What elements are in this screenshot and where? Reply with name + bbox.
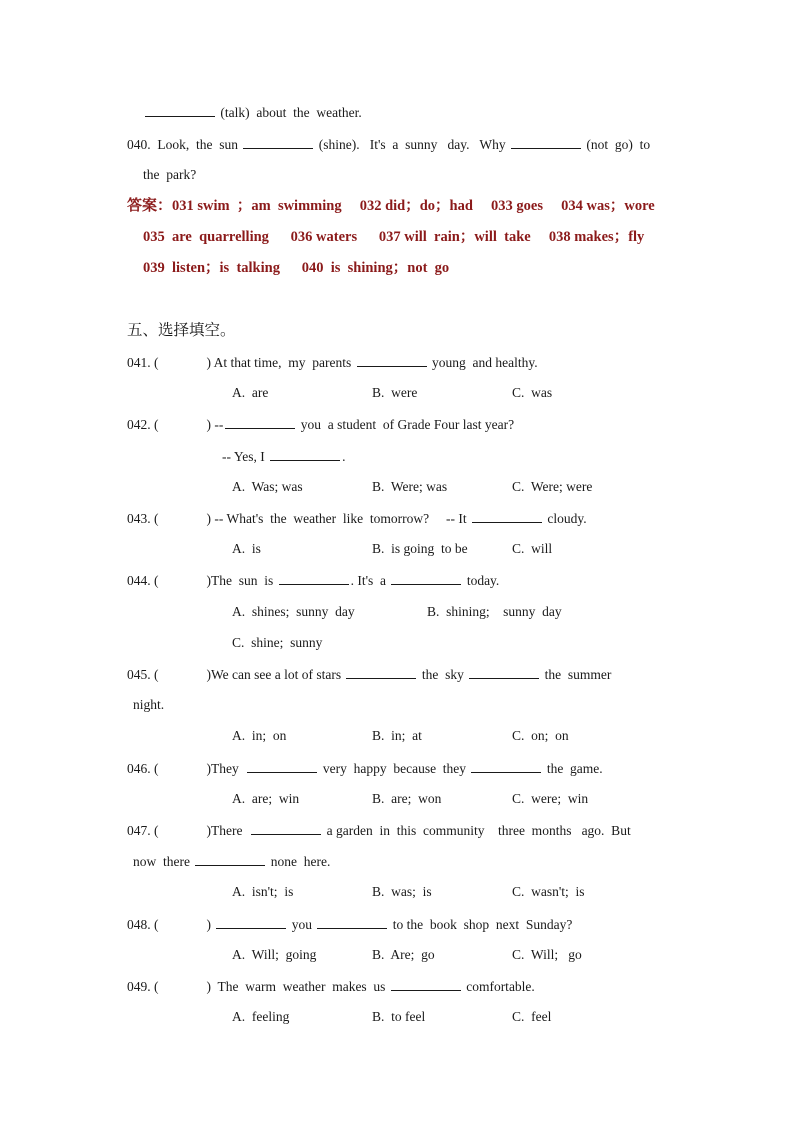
line-1-text: (talk) about the weather. — [220, 105, 362, 120]
question-text: the sky — [421, 667, 464, 682]
answer-key-line-3: 039 listen；is talking 040 is shining；not go — [143, 260, 450, 276]
question-number: 044. ( — [127, 573, 159, 588]
question-text: now there — [133, 854, 190, 869]
option-c: C. Will; go — [512, 947, 582, 962]
line-1 — [143, 104, 362, 121]
question-text: -- What's the weather like tomorrow? -- It — [214, 511, 467, 526]
option-c: C. wasn't; is — [512, 884, 585, 899]
question-text: a garden in this community three months ago. But — [326, 823, 631, 838]
answer-blank — [511, 136, 581, 149]
answer-blank — [145, 104, 215, 117]
question-text: today. — [466, 573, 500, 588]
option-b: B. Were; was — [372, 479, 448, 494]
option-a: A. Was; was — [232, 479, 303, 494]
question-042 — [127, 416, 514, 433]
answer-blank — [195, 853, 265, 866]
question-text: )The sun is — [206, 573, 274, 588]
option-a: A. isn't; is — [232, 884, 294, 899]
option-b: B. are; won — [372, 791, 442, 806]
question-text: )They — [206, 761, 239, 776]
question-text: (not go) to — [586, 137, 651, 152]
option-c: C. Were; were — [512, 479, 593, 494]
question-045-line2: night. — [133, 697, 165, 712]
question-040-line2: the park? — [143, 167, 197, 182]
option-c: C. were; win — [512, 791, 589, 806]
option-c: C. feel — [512, 1009, 552, 1024]
section-title: 五、选择填空。 — [127, 321, 236, 339]
question-048 — [127, 916, 572, 933]
paren-close: ) — [206, 355, 211, 370]
question-042-line2 — [222, 448, 346, 465]
question-text: Look, the sun — [157, 137, 238, 152]
answer-blank — [247, 760, 317, 773]
question-text: . — [342, 449, 346, 464]
answer-blank — [243, 136, 313, 149]
question-number: 047. ( — [127, 823, 159, 838]
question-number: 043. ( — [127, 511, 159, 526]
question-043 — [127, 510, 587, 527]
answer-blank — [216, 916, 286, 929]
answer-blank — [279, 572, 349, 585]
answer-blank — [251, 822, 321, 835]
question-text: -- — [214, 417, 224, 432]
question-number: 046. ( — [127, 761, 159, 776]
option-b: B. is going to be — [372, 541, 468, 556]
option-a: A. in; on — [232, 728, 287, 743]
answer-label: 答案： — [127, 198, 173, 214]
answer-blank — [270, 448, 340, 461]
answer-key-line-2: 035 are quarrelling 036 waters 037 will rain；will take 038 makes；fly — [143, 229, 645, 245]
option-c: C. shine; sunny — [232, 635, 323, 650]
question-text: (shine). It's a sunny day. Why — [318, 137, 506, 152]
question-044 — [127, 572, 499, 589]
question-045 — [127, 666, 611, 683]
option-c: C. was — [512, 385, 553, 400]
answer-blank — [357, 354, 427, 367]
answer-blank — [472, 510, 542, 523]
question-047 — [127, 822, 631, 839]
option-c: C. will — [512, 541, 553, 556]
question-049 — [127, 978, 535, 995]
question-text: comfortable. — [466, 979, 535, 994]
option-b: B. were — [372, 385, 418, 400]
question-text: )There — [206, 823, 243, 838]
question-text: . It's a — [350, 573, 387, 588]
question-text: At that time, my parents — [213, 355, 352, 370]
option-a: A. Will; going — [232, 947, 317, 962]
paren-close: ) — [206, 417, 211, 432]
question-040 — [127, 136, 650, 153]
question-text: young and healthy. — [432, 355, 538, 370]
question-047-line2 — [133, 853, 330, 870]
question-text: very happy because they — [322, 761, 467, 776]
answer-text: 031 swim ；am swimming 032 did；do；had 033 goes 034 was；wore — [172, 198, 655, 214]
answer-blank — [225, 416, 295, 429]
answer-blank — [471, 760, 541, 773]
answer-key-line-1 — [127, 198, 655, 214]
question-046 — [127, 760, 603, 777]
question-text: the game. — [546, 761, 603, 776]
question-text: )We can see a lot of stars — [206, 667, 342, 682]
option-c: C. on; on — [512, 728, 569, 743]
question-text: the summer — [544, 667, 612, 682]
question-text: you a student of Grade Four last year? — [300, 417, 515, 432]
paren-close: ) — [206, 917, 211, 932]
question-text: to the book shop next Sunday? — [392, 917, 573, 932]
option-b: B. Are; go — [372, 947, 435, 962]
answer-blank — [346, 666, 416, 679]
option-b: B. was; is — [372, 884, 432, 899]
question-number: 045. ( — [127, 667, 159, 682]
question-number: 048. ( — [127, 917, 159, 932]
question-text: you — [291, 917, 312, 932]
answer-blank — [391, 572, 461, 585]
option-b: B. shining; sunny day — [427, 604, 562, 619]
option-a: A. are — [232, 385, 269, 400]
question-number: 042. ( — [127, 417, 159, 432]
question-text: none here. — [270, 854, 331, 869]
question-text: ) The warm weather makes us — [206, 979, 386, 994]
paren-close: ) — [206, 511, 211, 526]
answer-blank — [469, 666, 539, 679]
option-a: A. are; win — [232, 791, 300, 806]
question-text: -- Yes, I — [222, 449, 265, 464]
question-041 — [127, 354, 538, 371]
question-number: 040. — [127, 137, 151, 152]
option-a: A. feeling — [232, 1009, 290, 1024]
question-number: 049. ( — [127, 979, 159, 994]
option-a: A. shines; sunny day — [232, 604, 355, 619]
option-b: B. to feel — [372, 1009, 426, 1024]
question-number: 041. ( — [127, 355, 159, 370]
option-b: B. in; at — [372, 728, 422, 743]
question-text: cloudy. — [547, 511, 587, 526]
answer-blank — [317, 916, 387, 929]
answer-blank — [391, 978, 461, 991]
option-a: A. is — [232, 541, 261, 556]
